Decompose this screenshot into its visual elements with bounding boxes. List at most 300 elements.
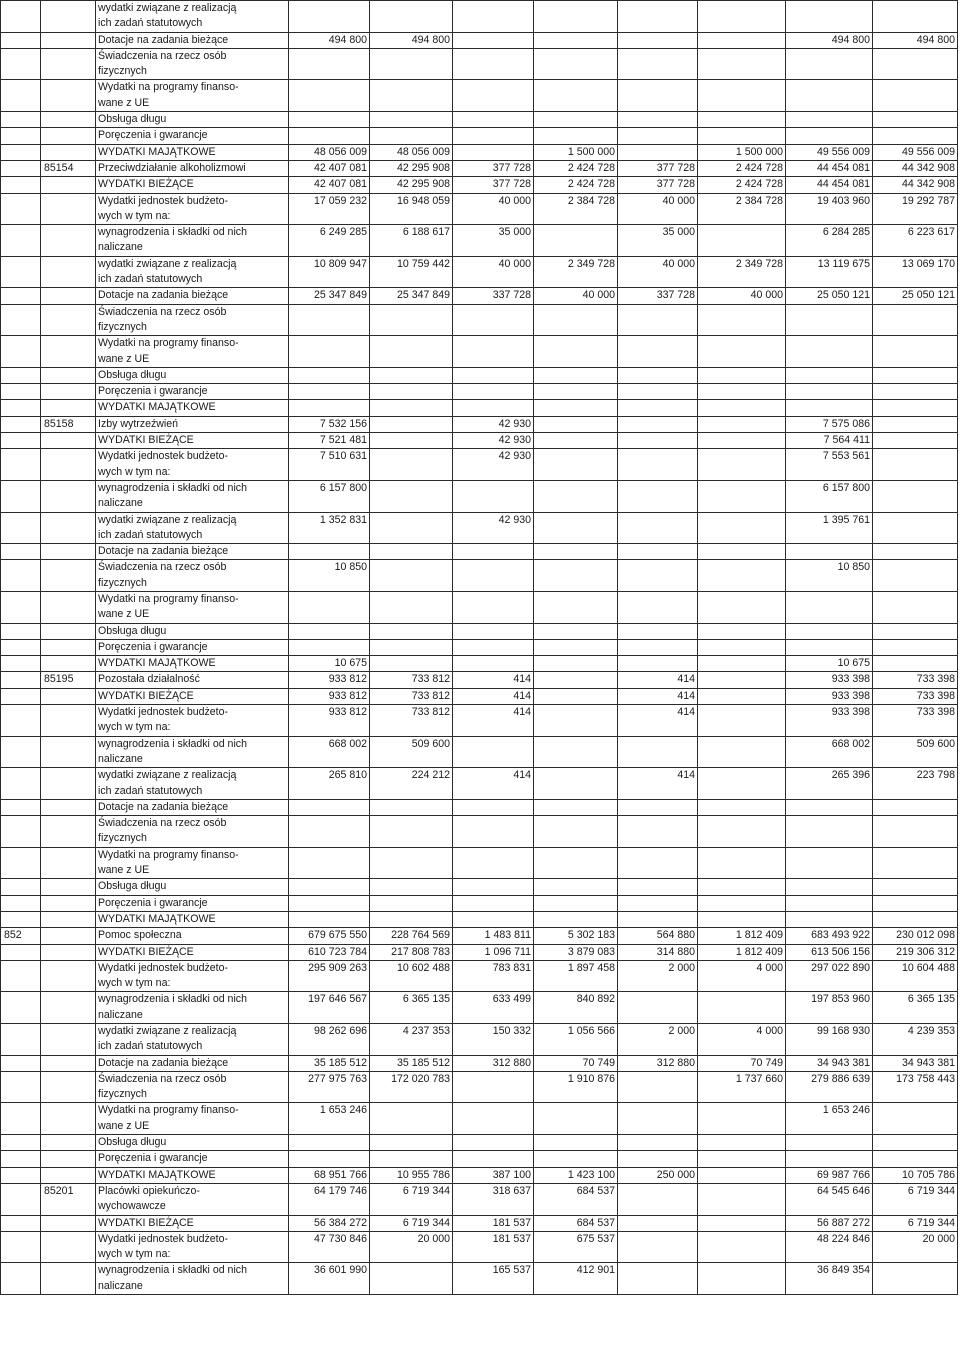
amount-cell: 173 758 443 bbox=[873, 1071, 958, 1103]
chapter-code-cell bbox=[41, 560, 96, 592]
amount-cell: 6 157 800 bbox=[289, 480, 370, 512]
amount-cell bbox=[698, 672, 786, 688]
amount-cell: 6 188 617 bbox=[370, 225, 453, 257]
amount-cell: 223 798 bbox=[873, 768, 958, 800]
chapter-code-cell bbox=[41, 591, 96, 623]
row-label-cell: wynagrodzenia i składki od nich naliczane bbox=[96, 480, 289, 512]
amount-cell: 10 675 bbox=[786, 656, 873, 672]
section-code-cell bbox=[1, 128, 41, 144]
chapter-code-cell bbox=[41, 336, 96, 368]
section-code-cell bbox=[1, 1103, 41, 1135]
amount-cell bbox=[534, 639, 618, 655]
amount-cell bbox=[534, 1151, 618, 1167]
chapter-code-cell bbox=[41, 256, 96, 288]
amount-cell: 219 306 312 bbox=[873, 944, 958, 960]
table-row bbox=[1, 449, 958, 481]
amount-cell: 265 396 bbox=[786, 768, 873, 800]
amount-cell: 35 000 bbox=[618, 225, 698, 257]
amount-cell bbox=[873, 304, 958, 336]
amount-cell: 387 100 bbox=[453, 1167, 534, 1183]
amount-cell bbox=[370, 1103, 453, 1135]
amount-cell bbox=[534, 112, 618, 128]
amount-cell bbox=[534, 367, 618, 383]
chapter-code-cell bbox=[41, 1024, 96, 1056]
section-code-cell bbox=[1, 48, 41, 80]
section-code-cell bbox=[1, 512, 41, 544]
amount-cell bbox=[873, 1263, 958, 1295]
amount-cell bbox=[698, 816, 786, 848]
amount-cell bbox=[453, 656, 534, 672]
row-label-cell: Wydatki na programy finanso- wane z UE bbox=[96, 847, 289, 879]
row-label-cell: Wydatki na programy finanso- wane z UE bbox=[96, 80, 289, 112]
table-row bbox=[1, 160, 958, 176]
amount-cell bbox=[534, 847, 618, 879]
amount-cell: 4 000 bbox=[698, 1024, 786, 1056]
amount-cell: 414 bbox=[618, 688, 698, 704]
chapter-code-cell bbox=[41, 144, 96, 160]
amount-cell bbox=[534, 512, 618, 544]
amount-cell bbox=[289, 911, 370, 927]
section-code-cell bbox=[1, 1167, 41, 1183]
amount-cell bbox=[873, 48, 958, 80]
amount-cell bbox=[289, 847, 370, 879]
section-code-cell bbox=[1, 288, 41, 304]
section-code-cell bbox=[1, 1055, 41, 1071]
amount-cell bbox=[453, 128, 534, 144]
amount-cell bbox=[698, 225, 786, 257]
amount-cell: 2 000 bbox=[618, 1024, 698, 1056]
amount-cell bbox=[873, 336, 958, 368]
amount-cell bbox=[873, 400, 958, 416]
chapter-code-cell bbox=[41, 928, 96, 944]
table-row bbox=[1, 960, 958, 992]
section-code-cell bbox=[1, 656, 41, 672]
amount-cell bbox=[618, 879, 698, 895]
amount-cell: 10 850 bbox=[289, 560, 370, 592]
table-row bbox=[1, 32, 958, 48]
amount-cell bbox=[873, 80, 958, 112]
table-row bbox=[1, 816, 958, 848]
amount-cell bbox=[370, 895, 453, 911]
chapter-code-cell bbox=[41, 112, 96, 128]
amount-cell bbox=[698, 591, 786, 623]
amount-cell: 35 000 bbox=[453, 225, 534, 257]
amount-cell bbox=[370, 512, 453, 544]
amount-cell bbox=[453, 32, 534, 48]
table-row bbox=[1, 911, 958, 927]
section-code-cell bbox=[1, 1263, 41, 1295]
amount-cell: 20 000 bbox=[873, 1231, 958, 1263]
row-label-cell: Wydatki jednostek budżeto- wych w tym na: bbox=[96, 449, 289, 481]
section-code-cell bbox=[1, 847, 41, 879]
amount-cell bbox=[618, 992, 698, 1024]
amount-cell: 224 212 bbox=[370, 768, 453, 800]
amount-cell bbox=[453, 736, 534, 768]
amount-cell bbox=[698, 1135, 786, 1151]
amount-cell bbox=[370, 879, 453, 895]
amount-cell: 10 955 786 bbox=[370, 1167, 453, 1183]
section-code-cell bbox=[1, 1231, 41, 1263]
section-code-cell bbox=[1, 112, 41, 128]
chapter-code-cell bbox=[41, 705, 96, 737]
amount-cell bbox=[618, 32, 698, 48]
amount-cell: 295 909 263 bbox=[289, 960, 370, 992]
amount-cell: 7 521 481 bbox=[289, 433, 370, 449]
table-row bbox=[1, 623, 958, 639]
table-row bbox=[1, 944, 958, 960]
amount-cell: 564 880 bbox=[618, 928, 698, 944]
section-code-cell bbox=[1, 480, 41, 512]
amount-cell: 6 284 285 bbox=[786, 225, 873, 257]
table-row bbox=[1, 879, 958, 895]
amount-cell bbox=[618, 400, 698, 416]
amount-cell bbox=[698, 560, 786, 592]
amount-cell: 42 930 bbox=[453, 416, 534, 432]
table-row bbox=[1, 80, 958, 112]
amount-cell bbox=[618, 1231, 698, 1263]
amount-cell bbox=[618, 736, 698, 768]
table-row bbox=[1, 1055, 958, 1071]
amount-cell bbox=[370, 48, 453, 80]
table-row bbox=[1, 1231, 958, 1263]
amount-cell bbox=[289, 591, 370, 623]
section-code-cell bbox=[1, 384, 41, 400]
amount-cell: 494 800 bbox=[786, 32, 873, 48]
amount-cell: 99 168 930 bbox=[786, 1024, 873, 1056]
amount-cell bbox=[289, 128, 370, 144]
section-code-cell bbox=[1, 944, 41, 960]
amount-cell bbox=[618, 1151, 698, 1167]
table-row bbox=[1, 560, 958, 592]
chapter-code-cell bbox=[41, 1167, 96, 1183]
amount-cell bbox=[873, 879, 958, 895]
table-row bbox=[1, 705, 958, 737]
amount-cell bbox=[698, 48, 786, 80]
table-body bbox=[1, 1, 958, 1295]
amount-cell bbox=[453, 879, 534, 895]
table-row bbox=[1, 1, 958, 33]
amount-cell: 1 500 000 bbox=[698, 144, 786, 160]
row-label-cell: Poręczenia i gwarancje bbox=[96, 128, 289, 144]
row-label-cell: WYDATKI MAJĄTKOWE bbox=[96, 144, 289, 160]
amount-cell: 668 002 bbox=[289, 736, 370, 768]
row-label-cell: wynagrodzenia i składki od nich naliczane bbox=[96, 1263, 289, 1295]
amount-cell bbox=[618, 911, 698, 927]
amount-cell bbox=[618, 591, 698, 623]
amount-cell bbox=[786, 367, 873, 383]
amount-cell: 684 537 bbox=[534, 1215, 618, 1231]
amount-cell bbox=[873, 416, 958, 432]
table-row bbox=[1, 847, 958, 879]
amount-cell: 1 395 761 bbox=[786, 512, 873, 544]
table-row bbox=[1, 544, 958, 560]
amount-cell bbox=[698, 112, 786, 128]
table-row bbox=[1, 144, 958, 160]
amount-cell bbox=[618, 656, 698, 672]
amount-cell: 42 407 081 bbox=[289, 177, 370, 193]
amount-cell bbox=[534, 225, 618, 257]
amount-cell bbox=[618, 304, 698, 336]
amount-cell: 509 600 bbox=[873, 736, 958, 768]
chapter-code-cell bbox=[41, 816, 96, 848]
amount-cell bbox=[289, 400, 370, 416]
table-row bbox=[1, 1103, 958, 1135]
table-row bbox=[1, 384, 958, 400]
table-row bbox=[1, 112, 958, 128]
amount-cell: 1 096 711 bbox=[453, 944, 534, 960]
amount-cell bbox=[453, 367, 534, 383]
chapter-code-cell bbox=[41, 736, 96, 768]
amount-cell: 414 bbox=[618, 768, 698, 800]
amount-cell: 44 454 081 bbox=[786, 160, 873, 176]
chapter-code-cell bbox=[41, 400, 96, 416]
amount-cell bbox=[370, 80, 453, 112]
amount-cell: 377 728 bbox=[453, 160, 534, 176]
amount-cell: 47 730 846 bbox=[289, 1231, 370, 1263]
section-code-cell bbox=[1, 960, 41, 992]
amount-cell: 1 352 831 bbox=[289, 512, 370, 544]
amount-cell bbox=[698, 895, 786, 911]
amount-cell bbox=[370, 128, 453, 144]
amount-cell bbox=[873, 433, 958, 449]
amount-cell bbox=[534, 48, 618, 80]
table-row bbox=[1, 895, 958, 911]
table-row bbox=[1, 225, 958, 257]
amount-cell: 613 506 156 bbox=[786, 944, 873, 960]
amount-cell: 10 809 947 bbox=[289, 256, 370, 288]
amount-cell: 42 295 908 bbox=[370, 160, 453, 176]
amount-cell bbox=[786, 128, 873, 144]
amount-cell: 668 002 bbox=[786, 736, 873, 768]
chapter-code-cell bbox=[41, 623, 96, 639]
row-label-cell: Wydatki na programy finanso- wane z UE bbox=[96, 336, 289, 368]
amount-cell bbox=[618, 1215, 698, 1231]
section-code-cell bbox=[1, 400, 41, 416]
table-row bbox=[1, 400, 958, 416]
amount-cell: 68 951 766 bbox=[289, 1167, 370, 1183]
amount-cell: 1 500 000 bbox=[534, 144, 618, 160]
amount-cell bbox=[873, 1, 958, 33]
amount-cell bbox=[698, 336, 786, 368]
section-code-cell bbox=[1, 992, 41, 1024]
row-label-cell: Dotacje na zadania bieżące bbox=[96, 288, 289, 304]
amount-cell: 783 831 bbox=[453, 960, 534, 992]
table-row bbox=[1, 336, 958, 368]
table-row bbox=[1, 799, 958, 815]
amount-cell bbox=[370, 433, 453, 449]
amount-cell bbox=[698, 1, 786, 33]
amount-cell bbox=[698, 847, 786, 879]
chapter-code-cell bbox=[41, 847, 96, 879]
amount-cell: 312 880 bbox=[453, 1055, 534, 1071]
amount-cell: 25 050 121 bbox=[873, 288, 958, 304]
amount-cell: 48 056 009 bbox=[289, 144, 370, 160]
chapter-code-cell bbox=[41, 799, 96, 815]
amount-cell bbox=[873, 639, 958, 655]
table-row bbox=[1, 48, 958, 80]
row-label-cell: wynagrodzenia i składki od nich naliczane bbox=[96, 736, 289, 768]
amount-cell: 1 653 246 bbox=[289, 1103, 370, 1135]
amount-cell: 44 454 081 bbox=[786, 177, 873, 193]
row-label-cell: WYDATKI BIEŻĄCE bbox=[96, 177, 289, 193]
section-code-cell bbox=[1, 367, 41, 383]
chapter-code-cell bbox=[41, 48, 96, 80]
amount-cell bbox=[698, 1231, 786, 1263]
table-row bbox=[1, 1263, 958, 1295]
amount-cell bbox=[289, 1151, 370, 1167]
amount-cell: 2 384 728 bbox=[534, 193, 618, 225]
amount-cell: 2 349 728 bbox=[534, 256, 618, 288]
row-label-cell: WYDATKI BIEŻĄCE bbox=[96, 433, 289, 449]
amount-cell bbox=[453, 400, 534, 416]
amount-cell bbox=[534, 32, 618, 48]
amount-cell bbox=[873, 1151, 958, 1167]
table-row bbox=[1, 304, 958, 336]
amount-cell: 42 930 bbox=[453, 512, 534, 544]
amount-cell bbox=[698, 1167, 786, 1183]
amount-cell bbox=[618, 895, 698, 911]
amount-cell bbox=[786, 816, 873, 848]
amount-cell: 44 342 908 bbox=[873, 160, 958, 176]
section-code-cell bbox=[1, 225, 41, 257]
section-code-cell bbox=[1, 816, 41, 848]
amount-cell bbox=[453, 336, 534, 368]
amount-cell: 34 943 381 bbox=[873, 1055, 958, 1071]
amount-cell bbox=[698, 799, 786, 815]
amount-cell bbox=[534, 688, 618, 704]
table-row bbox=[1, 193, 958, 225]
amount-cell: 13 119 675 bbox=[786, 256, 873, 288]
row-label-cell: Poręczenia i gwarancje bbox=[96, 1151, 289, 1167]
section-code-cell bbox=[1, 1183, 41, 1215]
amount-cell bbox=[786, 48, 873, 80]
amount-cell: 933 398 bbox=[786, 705, 873, 737]
amount-cell bbox=[618, 112, 698, 128]
amount-cell bbox=[786, 1151, 873, 1167]
amount-cell bbox=[698, 1215, 786, 1231]
table-row bbox=[1, 1167, 958, 1183]
amount-cell bbox=[370, 400, 453, 416]
amount-cell bbox=[534, 128, 618, 144]
chapter-code-cell bbox=[41, 288, 96, 304]
amount-cell bbox=[698, 1151, 786, 1167]
row-label-cell: Obsługa długu bbox=[96, 1135, 289, 1151]
amount-cell: 17 059 232 bbox=[289, 193, 370, 225]
amount-cell bbox=[289, 1, 370, 33]
amount-cell bbox=[698, 705, 786, 737]
amount-cell bbox=[786, 879, 873, 895]
amount-cell: 230 012 098 bbox=[873, 928, 958, 944]
amount-cell bbox=[618, 1071, 698, 1103]
table-row bbox=[1, 736, 958, 768]
chapter-code-cell bbox=[41, 944, 96, 960]
amount-cell: 1 483 811 bbox=[453, 928, 534, 944]
amount-cell: 10 850 bbox=[786, 560, 873, 592]
amount-cell bbox=[698, 416, 786, 432]
amount-cell bbox=[698, 656, 786, 672]
row-label-cell: Wydatki jednostek budżeto- wych w tym na: bbox=[96, 1231, 289, 1263]
chapter-code-cell bbox=[41, 688, 96, 704]
amount-cell bbox=[370, 1151, 453, 1167]
amount-cell: 610 723 784 bbox=[289, 944, 370, 960]
row-label-cell: Wydatki jednostek budżeto- wych w tym na: bbox=[96, 193, 289, 225]
section-code-cell bbox=[1, 1135, 41, 1151]
amount-cell bbox=[370, 816, 453, 848]
amount-cell bbox=[534, 672, 618, 688]
amount-cell bbox=[534, 304, 618, 336]
table-row bbox=[1, 639, 958, 655]
amount-cell bbox=[370, 623, 453, 639]
section-code-cell bbox=[1, 1, 41, 33]
row-label-cell: Dotacje na zadania bieżące bbox=[96, 799, 289, 815]
section-code-cell bbox=[1, 144, 41, 160]
amount-cell: 633 499 bbox=[453, 992, 534, 1024]
amount-cell bbox=[289, 639, 370, 655]
amount-cell bbox=[618, 1, 698, 33]
amount-cell bbox=[370, 799, 453, 815]
amount-cell bbox=[698, 879, 786, 895]
section-code-cell bbox=[1, 1071, 41, 1103]
amount-cell: 98 262 696 bbox=[289, 1024, 370, 1056]
amount-cell: 1 897 458 bbox=[534, 960, 618, 992]
amount-cell bbox=[873, 128, 958, 144]
amount-cell bbox=[786, 400, 873, 416]
chapter-code-cell bbox=[41, 960, 96, 992]
amount-cell: 494 800 bbox=[370, 32, 453, 48]
amount-cell: 6 719 344 bbox=[873, 1215, 958, 1231]
amount-cell: 40 000 bbox=[453, 256, 534, 288]
amount-cell: 197 646 567 bbox=[289, 992, 370, 1024]
table-row bbox=[1, 1183, 958, 1215]
amount-cell bbox=[698, 449, 786, 481]
row-label-cell: wydatki związane z realizacją ich zadań statutowych bbox=[96, 768, 289, 800]
table-row bbox=[1, 591, 958, 623]
section-code-cell bbox=[1, 623, 41, 639]
amount-cell bbox=[453, 80, 534, 112]
amount-cell bbox=[370, 304, 453, 336]
amount-cell: 733 812 bbox=[370, 672, 453, 688]
amount-cell: 2 424 728 bbox=[534, 160, 618, 176]
amount-cell: 250 000 bbox=[618, 1167, 698, 1183]
table-row bbox=[1, 768, 958, 800]
amount-cell bbox=[618, 639, 698, 655]
amount-cell bbox=[618, 336, 698, 368]
chapter-code-cell bbox=[41, 193, 96, 225]
amount-cell: 6 719 344 bbox=[873, 1183, 958, 1215]
amount-cell bbox=[534, 336, 618, 368]
amount-cell bbox=[289, 336, 370, 368]
amount-cell bbox=[453, 847, 534, 879]
amount-cell: 34 943 381 bbox=[786, 1055, 873, 1071]
amount-cell: 42 930 bbox=[453, 433, 534, 449]
amount-cell bbox=[370, 384, 453, 400]
amount-cell: 40 000 bbox=[698, 288, 786, 304]
amount-cell: 217 808 783 bbox=[370, 944, 453, 960]
amount-cell: 933 812 bbox=[289, 672, 370, 688]
amount-cell bbox=[618, 384, 698, 400]
amount-cell bbox=[786, 847, 873, 879]
amount-cell: 69 987 766 bbox=[786, 1167, 873, 1183]
amount-cell bbox=[453, 591, 534, 623]
amount-cell: 165 537 bbox=[453, 1263, 534, 1295]
amount-cell: 312 880 bbox=[618, 1055, 698, 1071]
amount-cell bbox=[618, 1103, 698, 1135]
section-code-cell bbox=[1, 879, 41, 895]
chapter-code-cell: 85195 bbox=[41, 672, 96, 688]
table-row bbox=[1, 416, 958, 432]
amount-cell bbox=[618, 560, 698, 592]
section-code-cell bbox=[1, 433, 41, 449]
